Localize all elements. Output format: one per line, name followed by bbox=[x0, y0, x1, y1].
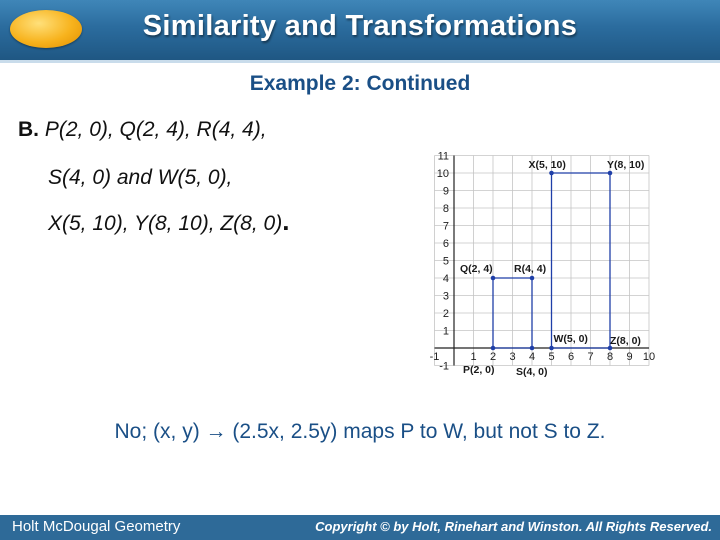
y-tick-label: 7 bbox=[442, 220, 449, 233]
problem-line-3 bbox=[48, 206, 289, 237]
part-label: B. bbox=[18, 118, 39, 141]
point-label: Y(8, 10) bbox=[607, 159, 645, 171]
y-tick-label: 11 bbox=[437, 150, 449, 163]
point-label: Q(2, 4) bbox=[460, 263, 493, 275]
point-label: Z(8, 0) bbox=[610, 335, 641, 347]
x-tick-label: 10 bbox=[642, 351, 656, 363]
x-tick-label: 4 bbox=[528, 351, 536, 363]
footer-bar bbox=[0, 515, 720, 540]
y-tick-label: 5 bbox=[442, 255, 449, 268]
x-tick-label: 3 bbox=[509, 351, 516, 363]
coordinate-graph bbox=[400, 140, 656, 380]
y-tick-label: 4 bbox=[442, 273, 449, 285]
y-tick-label: 3 bbox=[442, 290, 449, 303]
data-point bbox=[549, 346, 554, 351]
answer-text: No; (x, y) → (2.5x, 2.5y) maps P to W, but not S to Z. bbox=[114, 420, 606, 443]
point-label: P(2, 0) bbox=[463, 364, 495, 376]
data-point bbox=[530, 346, 535, 351]
point-label: S(4, 0) bbox=[516, 366, 548, 378]
x-tick-label: 6 bbox=[567, 351, 575, 363]
y-tick-label: 1 bbox=[442, 325, 449, 338]
y-tick-label: -1 bbox=[439, 360, 449, 373]
problem-text-3: X(5, 10), Y(8, 10), Z(8, 0) bbox=[48, 212, 283, 235]
data-point bbox=[530, 276, 535, 281]
y-tick-label: 9 bbox=[442, 185, 449, 198]
footer-book-title: Holt McDougal Geometry bbox=[12, 518, 181, 535]
footer-copyright: Copyright © by Holt, Rinehart and Winston. All Rights Reserved. bbox=[315, 519, 712, 534]
point-label: R(4, 4) bbox=[514, 263, 547, 275]
data-point bbox=[491, 276, 496, 281]
x-tick-label: 9 bbox=[626, 351, 633, 363]
problem-period: . bbox=[282, 206, 290, 236]
data-point bbox=[549, 171, 554, 176]
header-bar bbox=[0, 0, 720, 60]
y-tick-label: 10 bbox=[436, 168, 449, 180]
y-tick-label: 2 bbox=[442, 308, 449, 320]
x-tick-label: 7 bbox=[587, 351, 594, 363]
example-subtitle: Example 2: Continued bbox=[249, 72, 471, 95]
x-tick-label: 5 bbox=[548, 351, 555, 363]
problem-text-2: S(4, 0) and W(5, 0), bbox=[48, 166, 233, 189]
y-tick-label: 6 bbox=[442, 238, 449, 250]
x-tick-label: 1 bbox=[470, 351, 477, 363]
x-tick-label: -1 bbox=[429, 351, 440, 363]
data-point bbox=[491, 346, 496, 351]
header-divider bbox=[0, 60, 720, 63]
y-tick-label: 8 bbox=[442, 203, 449, 215]
x-tick-label: 2 bbox=[489, 351, 497, 363]
data-point bbox=[608, 171, 613, 176]
problem-line-2 bbox=[48, 166, 232, 190]
point-label: X(5, 10) bbox=[528, 159, 566, 171]
problem-text-1: P(2, 0), Q(2, 4), R(4, 4), bbox=[44, 118, 267, 141]
x-tick-label: 8 bbox=[606, 351, 614, 363]
problem-line-1 bbox=[18, 118, 267, 142]
point-label: W(5, 0) bbox=[553, 333, 588, 345]
page-title: Similarity and Transformations bbox=[142, 10, 578, 42]
